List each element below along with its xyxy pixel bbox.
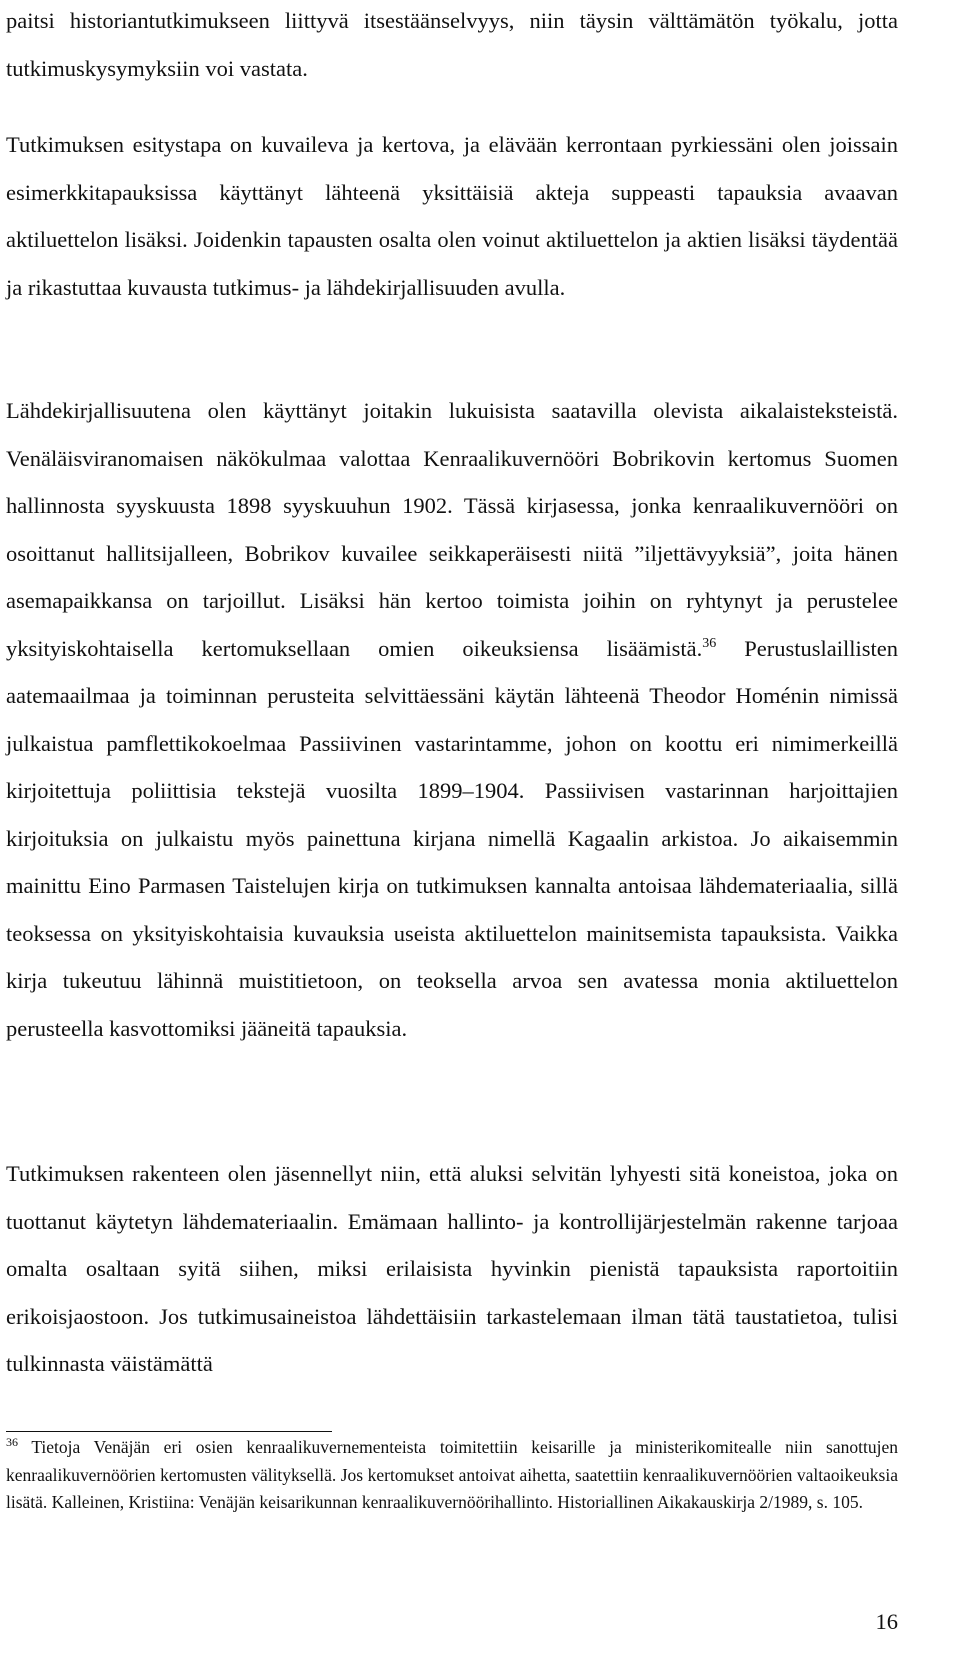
footnote-36 (6, 1434, 898, 1517)
paragraph-3-text-after-note: Perustuslaillisten aatemaailmaa ja toiminnan perusteita selvittäessäni käytän lähteenä Theodor Homénin nimissä julkaistua pamflettikokoelmaa Passiivinen vastarintamme, johon on koottu eri nimimerkeillä kirjoitettuja poliittisia tekstejä vuosilta 1899–1904. Passiivisen vastarinnan harjoittajien kirjoituksia on julkaistu myös painettuna kirjana nimellä Kagaalin arkistoa. Jo aikaisemmin mainittu Eino Parmasen Taistelujen kirja on tutkimuksen kannalta antoisaa lähdemateriaalia, sillä teoksessa on yksityiskohtaisia kuvauksia useista aktiluettelon mainitsemista tapauksista. Vaikka kirja tukeutuu lähinnä muistitietoon, on teoksella arvoa sen avatessa monia aktiluettelon perusteella kasvottomiksi jääneitä tapauksia. (6, 635, 898, 1041)
footnote-reference-36: 36 (702, 635, 717, 651)
paragraph-4: Tutkimuksen rakenteen olen jäsennellyt niin, että aluksi selvitän lyhyesti sitä koneistoa, joka on tuottanut käytetyn lähdemateriaalin. Emämaan hallinto- ja kontrollijärjestelmän rakenne tarjoaa omalta osaltaan syitä siihen, miksi erilaisista hyvinkin pienistä tapauksista raportoitiin erikoisjaostoon. Jos tutkimusaineistoa lähdettäisiin tarkastelemaan ilman tätä taustatietoa, tulisi tulkinnasta väistämättä (6, 1161, 898, 1376)
paragraph-2: Tutkimuksen esitystapa on kuvaileva ja kertova, ja elävään kerrontaan pyrkiessäni olen joissain esimerkkitapauksissa käyttänyt lähteenä yksittäisiä akteja suppeasti tapauksia avaavan aktiluettelon lisäksi. Joidenkin tapausten osalta olen voinut aktiluettelon ja aktien lisäksi täydentää ja rikastuttaa kuvausta tutkimus- ja lähdekirjallisuuden avulla. (6, 132, 898, 300)
paragraph-3 (6, 387, 898, 1052)
footnote-text: Tietoja Venäjän eri osien kenraalikuvernementeista toimitettiin keisarille ja ministerikomitealle niin sanottujen kenraalikuvernöörien kertomusten välityksellä. Jos kertomukset antoivat aihetta, saatettiin kenraalikuvernöörien valtaoikeuksia lisätä. Kalleinen, Kristiina: Venäjän keisarikunnan kenraalikuvernöörihallinto. Historiallinen Aikakauskirja 2/1989, s. 105. (6, 1437, 898, 1512)
page-number: 16 (875, 1609, 898, 1634)
paragraph-3-text-before-note: Lähdekirjallisuutena olen käyttänyt joitakin lukuisista saatavilla olevista aikalaisteksteistä. Venäläisviranomaisen näkökulmaa valottaa Kenraalikuvernööri Bobrikovin kertomus Suomen hallinnosta syyskuusta 1898 syyskuuhun 1902. Tässä kirjasessa, jonka kenraalikuvernööri on osoittanut hallitsijalleen, Bobrikov kuvailee seikkaperäisesti niitä ”iljettävyyksiä”, joita hänen asemapaikkansa on tarjoillut. Lisäksi hän kertoo toimista joihin on ryhtynyt ja perustelee yksityiskohtaisella kertomuksellaan omien oikeuksiensa lisäämistä. (6, 398, 898, 661)
footnote-number: 36 (6, 1435, 18, 1449)
paragraph-1: paitsi historiantutkimukseen liittyvä itsestäänselvyys, niin täysin välttämätön työkalu, jotta tutkimuskysymyksiin voi vastata. (6, 8, 898, 81)
footnote-separator (6, 1431, 332, 1432)
